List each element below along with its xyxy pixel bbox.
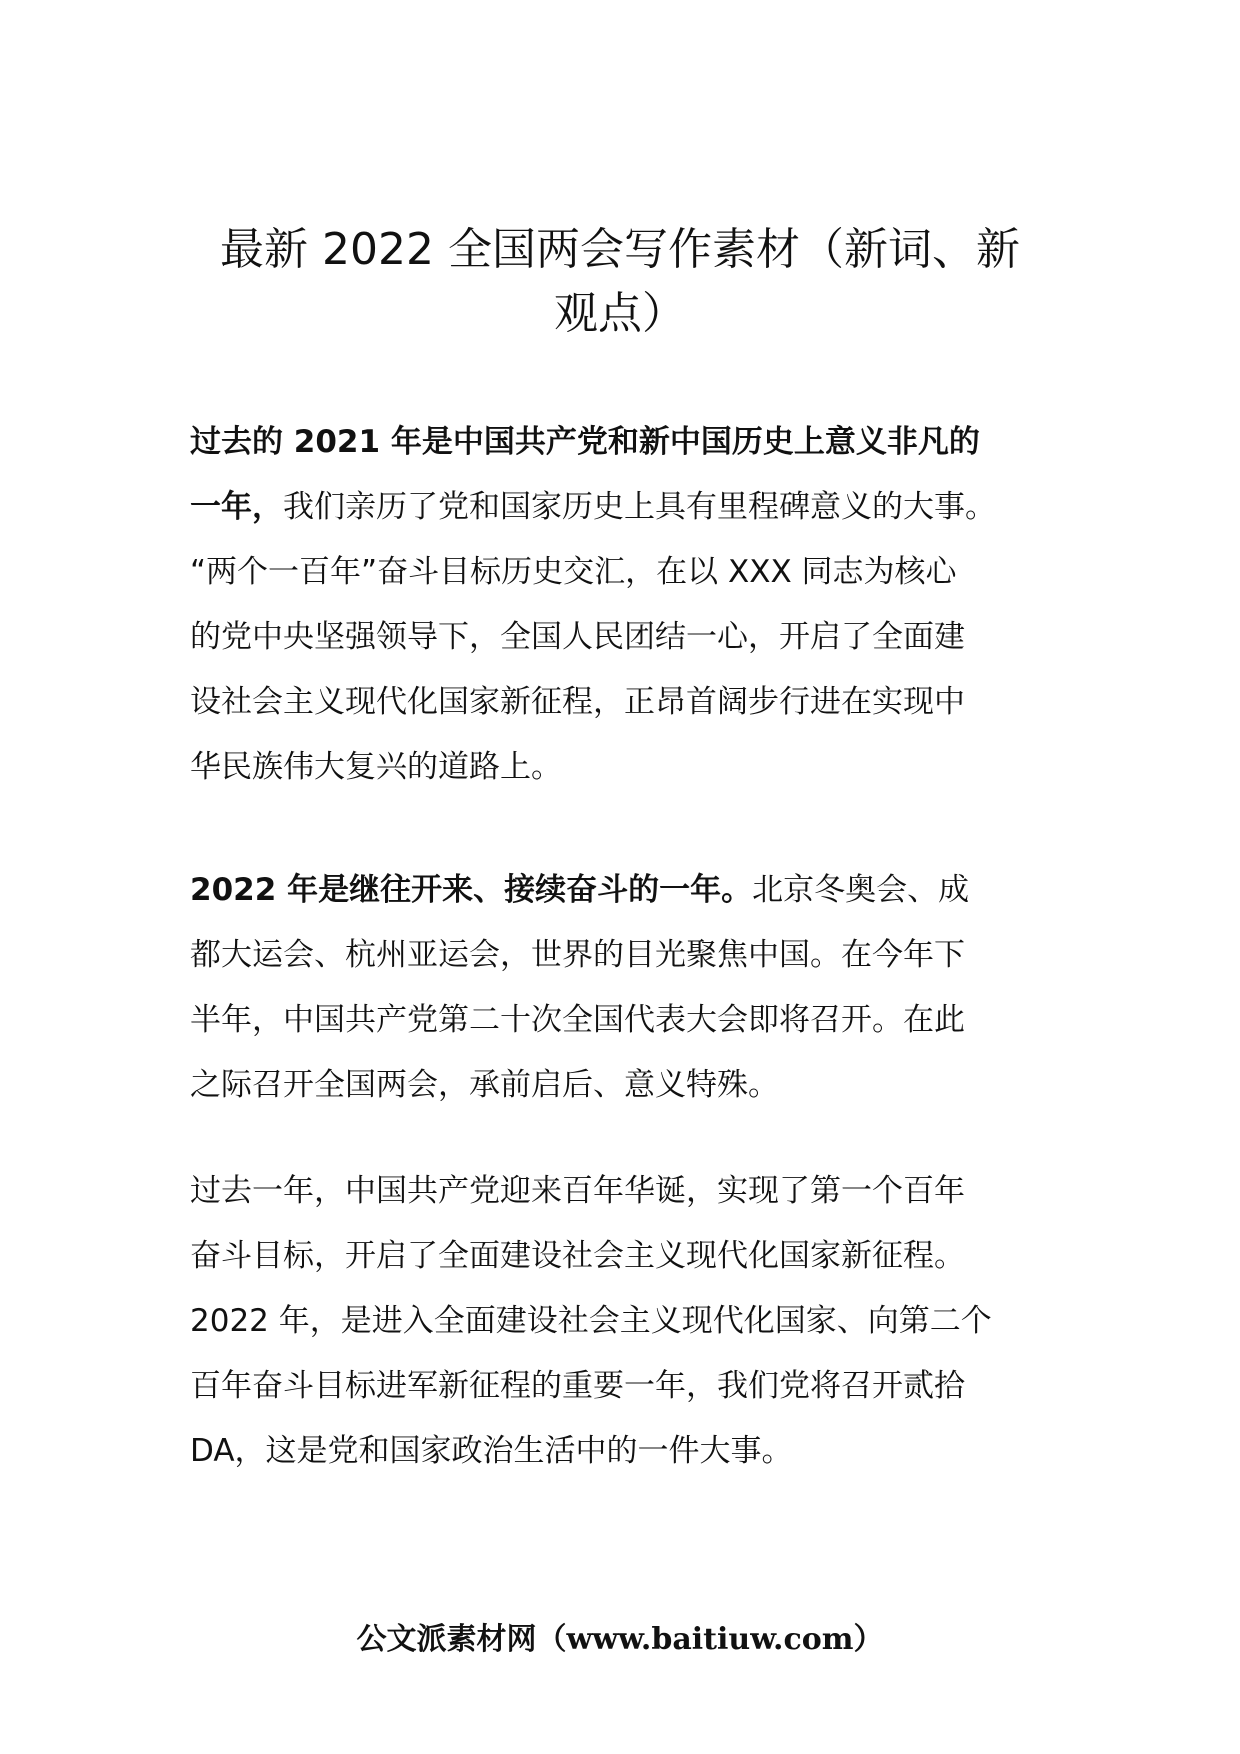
- paragraph-line: [190, 670, 1070, 735]
- title-line: 观点）: [554, 288, 686, 339]
- line-text: 北京冬奥会、成: [752, 872, 970, 908]
- line-text: “两个一百年”奋斗目标历史交汇，在以 XXX 同志为核心: [190, 554, 957, 590]
- title-line: 最新 2022 全国两会写作素材（新词、新: [220, 224, 1020, 275]
- paragraph-line: [190, 923, 1070, 988]
- line-text: 都大运会、杭州亚运会，世界的目光聚焦中国。在今年下: [190, 937, 965, 973]
- footer-watermark: 公文派素材网（www.baitiuw.com）: [356, 1622, 884, 1657]
- paragraph-line: [190, 475, 1070, 540]
- paragraph-line: [190, 1419, 1070, 1484]
- bold-lead: 过去的 2021 年是中国共产党和新中国历史上意义非凡的: [190, 424, 980, 460]
- paragraph-line: [190, 858, 1070, 923]
- line-text: 华民族伟大复兴的道路上。: [190, 749, 562, 785]
- line-text: 设社会主义现代化国家新征程，正昂首阔步行进在实现中: [190, 684, 965, 720]
- line-text: 奋斗目标，开启了全面建设社会主义现代化国家新征程。: [190, 1238, 965, 1274]
- line-text: 2022 年，是进入全面建设社会主义现代化国家、向第二个: [190, 1303, 992, 1339]
- paragraph-line: [190, 540, 1070, 605]
- paragraph-line: [190, 1289, 1070, 1354]
- paragraph-line: [190, 1224, 1070, 1289]
- paragraph-line: [190, 410, 1070, 475]
- bold-lead: 一年，: [190, 489, 283, 525]
- paragraph-line: [190, 1053, 1070, 1118]
- paragraph-2: [190, 858, 1070, 1118]
- line-text: DA，这是党和国家政治生活中的一件大事。: [190, 1433, 793, 1469]
- paragraph-line: [190, 988, 1070, 1053]
- paragraph-1: [190, 410, 1070, 800]
- line-text: 之际召开全国两会，承前启后、意义特殊。: [190, 1067, 779, 1103]
- bold-lead: 2022 年是继往开来、接续奋斗的一年。: [190, 872, 753, 908]
- line-text: 我们亲历了党和国家历史上具有里程碑意义的大事。: [283, 489, 996, 525]
- paragraph-line: [190, 605, 1070, 670]
- paragraph-line: [190, 1159, 1070, 1224]
- paragraph-line: [190, 735, 1070, 800]
- line-text: 百年奋斗目标进军新征程的重要一年，我们党将召开贰拾: [190, 1368, 965, 1404]
- line-text: 半年，中国共产党第二十次全国代表大会即将召开。在此: [190, 1002, 965, 1038]
- document-title: [150, 218, 1090, 346]
- paragraph-3: [190, 1159, 1070, 1484]
- line-text: 的党中央坚强领导下，全国人民团结一心，开启了全面建: [190, 619, 965, 655]
- paragraph-line: [190, 1354, 1070, 1419]
- line-text: 过去一年，中国共产党迎来百年华诞，实现了第一个百年: [190, 1173, 965, 1209]
